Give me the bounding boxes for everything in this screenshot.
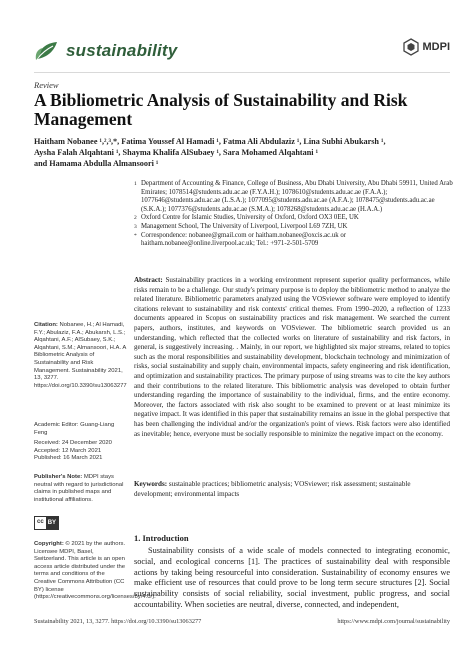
publisher-note-text: MDPI stays neutral with regard to jurisdictional claims in published maps and institutional affiliations.: [34, 474, 124, 503]
abstract: [134, 276, 450, 439]
published-date: Published: 16 March 2021: [34, 455, 103, 462]
publisher-logo[interactable]: [402, 38, 451, 56]
footer-citation[interactable]: Sustainability 2021, 13, 3277. https://doi.org/10.3390/su13063277: [34, 618, 202, 625]
keywords-label: Keywords:: [134, 480, 168, 488]
affiliation-item: [134, 223, 454, 232]
mdpi-emblem-icon: [402, 38, 420, 56]
academic-editor: Academic Editor: Guang-Liang Feng: [34, 422, 115, 436]
author-line: Haitham Nobanee ¹,²,³,*, Fatima Youssef Al Hamadi ¹, Fatma Ali Abdulaziz ¹, Lina Subhi Abukarsh ¹,: [34, 137, 386, 146]
author-line: Aysha Falah Alqahtani ¹, Shayma Khalifa AlSubaey ¹, Sara Mohamed Alqahtani ¹: [34, 148, 319, 157]
page-footer: [34, 618, 450, 625]
affiliation-text: Oxford Centre for Islamic Studies, University of Oxford, Oxford OX3 0EE, UK: [141, 214, 359, 222]
copyright-label: Copyright:: [34, 541, 64, 547]
affiliation-number: *: [134, 232, 137, 239]
leaf-icon: [34, 39, 60, 63]
copyright-text: © 2021 by the authors. Licensee MDPI, Basel, Switzerland. This article is an open access article distributed under the terms and conditions of the Creative Commons Attribution (CC BY) license (https://creativecommons.org/licenses/by/4.0/).: [34, 541, 156, 601]
cc-icon: cc: [37, 519, 44, 526]
affiliation-item: [134, 214, 454, 223]
cc-license-badge[interactable]: [34, 516, 126, 530]
affiliation-item: [134, 232, 454, 249]
keywords: [134, 480, 450, 499]
publisher-name: MDPI: [422, 41, 450, 53]
publication-dates: [34, 440, 126, 463]
affiliation-text: Department of Accounting & Finance, College of Business, Abu Dhabi University, Abu Dhabi 59911, United Arab Emirates; 1078514@students.adu.ac.ae (F.Y.A.H.); 1078610@students.adu.ac.ae (F.A.A.); 1077646@students.adu.ac.ae (L.S.A.); 1077095@students.adu.ac.ae (A.F.A.); 1078475@students.adu.ac.ae (S.K.A.); 1077376@students.adu.ac.ae (S.M.A.); 1078268@students.adu.ac.ae (H.A.A.): [141, 180, 453, 213]
accepted-date: Accepted: 12 March 2021: [34, 447, 102, 454]
abstract-text: Sustainability practices in a working environment represent superior quality performances, while risks remain to be a challenge. Our study's primary purpose is to deploy the bibliometric method to analyze the related literature. Bibliometric parameters analyzed using the VOSviewer software were employed to identify citations relevant to sustainability and risk contexts' critical themes. From 1990–2020, a reflection of 1233 documents appeared in Scopus on sustainability practices and risk management. We searched the current papers, authors, institutes, and keywords on VOSviewer. The bibliometric search provided us an understanding, which reflected that the collected works on literature of sustainability and risk factors, in general, is suggestively increasing. . Mainly, in our report, we highlighted six major streams, related to topics such as the moral responsibilities and sustainability development, blockchain technology and minimization of risks, social sustainability and supply chain, environmental impacts, safety engineering and risk identification, and optimization and sustainability practices. The primary purpose of using streams was to cite the key authors and their contributions to the related literature. This bibliometric analysis was developed to obtain further understanding regarding the importance of sustainability to the individual, firms, and the entire economy. Moreover, the factors associated with risk also sought to be examined to prevent or at least minimize its negative impact. It was identified in this paper that sustainability remains an issue in the global perspective that has been challenging the individual and/or the organization's point of views. Risk factors were also identified as inevitable; hence, everyone must be socially responsible to minimize the negative impact on the economy.: [134, 276, 450, 438]
publisher-note: [34, 474, 126, 504]
affiliation-number: 1: [134, 181, 137, 187]
section-heading: 1. Introduction: [134, 533, 189, 543]
received-date: Received: 24 December 2020: [34, 440, 112, 446]
journal-logo[interactable]: [34, 38, 177, 64]
affiliation-text: Management School, The University of Liverpool, Liverpool L69 7ZH, UK: [141, 222, 348, 230]
publisher-note-label: Publisher's Note:: [34, 474, 83, 480]
author-list: [34, 136, 444, 169]
intro-paragraph: Sustainability consists of a wide scale of models connected to integrating economic, social, and ecological concerns [1]. The practices of sustainability deal with responsible actions by taking being resourceful into consideration. Sustainability of economy ensures we make efficient use of resources that could prove to be long term secure structures [2]. Social sustainability consists of social reliability, social investment, public progress, and social accountability. When societies are neutral, diverse, connected, and independent,: [134, 546, 450, 609]
article-type: Review: [34, 80, 59, 90]
affiliation-text: Correspondence: nobanee@gmail.com or haitham.nobanee@oxcis.ac.uk or haitham.nobanee@online.liverpool.ac.uk; Tel.: +971-2-501-5709: [141, 231, 347, 248]
abstract-label: Abstract:: [134, 276, 163, 284]
citation-label: Citation:: [34, 322, 58, 328]
affiliation-number: 3: [134, 223, 137, 230]
affiliation-item: [134, 180, 454, 214]
author-line: and Hamama Abdulla Almansoori ¹: [34, 159, 159, 168]
affiliation-number: 2: [134, 215, 137, 222]
by-icon: BY: [46, 517, 58, 529]
header-divider: [34, 72, 450, 73]
footer-journal-url[interactable]: https://www.mdpi.com/journal/sustainability: [337, 618, 450, 625]
copyright-block: [34, 541, 156, 602]
affiliations: [134, 180, 454, 249]
citation-text[interactable]: Nobanee, H.; Al Hamadi, F.Y.; Abulaziz, F.A.; Abukarsh, L.S.; Alqahtani, A.F.; AlSubaey, S.K.; Alqahtani, S.M.; Almansoori, H.A. A Bibliometric Analysis of Sustainability and Risk Management. Sustainability 2021, 13, 3277. https://doi.org/10.3390/su13063277: [34, 322, 127, 389]
journal-name: sustainability: [66, 41, 178, 60]
citation-block: [34, 322, 126, 390]
keywords-text: sustainable practices; bibliometric analysis; VOSviewer; risk assessment; sustainable development; environmental impacts: [134, 480, 411, 498]
article-title: A Bibliometric Analysis of Sustainability and Risk Management: [34, 90, 408, 129]
